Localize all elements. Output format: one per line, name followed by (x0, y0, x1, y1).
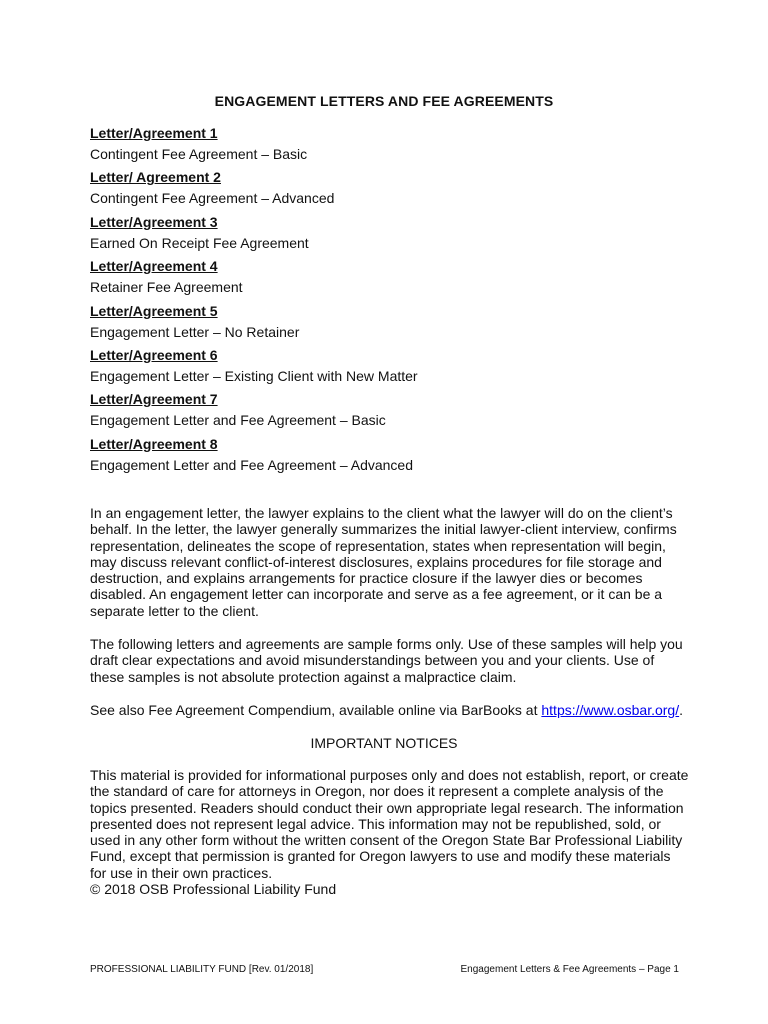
agreement-description: Engagement Letter – Existing Client with New Matter (90, 367, 418, 384)
copyright-line: © 2018 OSB Professional Liability Fund (90, 881, 337, 897)
document-title: ENGAGEMENT LETTERS AND FEE AGREEMENTS (214, 93, 554, 109)
list-item (90, 124, 690, 168)
notice-paragraph: This material is provided for informational purposes only and does not establish, report, or create the standard of care for attorneys in Oregon, nor does it represent a complete analysis of the topics presented. Readers should conduct their own appropriate legal research. The information presented does not represent legal advice. This information may not be republished, sold, or used in any other form without the written consent of the Oregon State Bar Professional Liability Fund, except that permission is granted for Oregon lawyers to use and modify these materials for use in their own practices. (90, 767, 689, 881)
agreement-list (90, 124, 690, 479)
agreement-label: Letter/Agreement 7 (90, 391, 218, 408)
agreement-description: Earned On Receipt Fee Agreement (90, 234, 309, 251)
list-item (90, 257, 690, 301)
agreement-description: Engagement Letter – No Retainer (90, 323, 300, 340)
notices-heading: IMPORTANT NOTICES (310, 735, 458, 751)
see-also-paragraph (90, 702, 690, 718)
agreement-label: Letter/Agreement 5 (90, 302, 218, 319)
footer-revision: PROFESSIONAL LIABILITY FUND [Rev. 01/2018] (90, 964, 314, 975)
list-item (90, 390, 690, 434)
list-item (90, 435, 690, 479)
agreement-label: Letter/ Agreement 2 (90, 169, 221, 186)
agreement-label: Letter/Agreement 6 (90, 346, 218, 363)
agreement-label: Letter/Agreement 1 (90, 125, 218, 141)
list-item (90, 302, 690, 346)
osbar-link[interactable]: https://www.osbar.org/ (541, 702, 680, 718)
agreement-description: Contingent Fee Agreement – Basic (90, 146, 308, 162)
see-also-period: . (679, 702, 683, 718)
list-item (90, 213, 690, 257)
footer-page-number: Engagement Letters & Fee Agreements – Page 1 (460, 964, 679, 975)
agreement-description: Retainer Fee Agreement (90, 279, 243, 296)
engagement-letter-paragraph: In an engagement letter, the lawyer explains to the client what the lawyer will do on the client’s behalf. In the letter, the lawyer generally summarizes the initial lawyer-client interview, confirms representation, delineates the scope of representation, states when representation will begin, may discuss relevant conflict-of-interest disclosures, explains procedures for file storage and destruction, and explains arrangements for practice closure if the lawyer dies or becomes disabled. An engagement letter can incorporate and serve as a fee agreement, or it can be a separate letter to the client. (90, 505, 677, 619)
list-item (90, 168, 690, 212)
agreement-label: Letter/Agreement 3 (90, 213, 218, 230)
list-item (90, 346, 690, 390)
see-also-text: See also Fee Agreement Compendium, available online via BarBooks at (90, 702, 542, 718)
agreement-description: Engagement Letter and Fee Agreement – Basic (90, 412, 386, 429)
agreement-label: Letter/Agreement 4 (90, 258, 218, 275)
agreement-label: Letter/Agreement 8 (90, 435, 218, 452)
sample-forms-paragraph: The following letters and agreements are sample forms only. Use of these samples will help you draft clear expectations and avoid misunderstandings between you and your clients. Use of these samples is not absolute protection against a malpractice claim. (90, 636, 683, 685)
agreement-description: Contingent Fee Agreement – Advanced (90, 190, 335, 207)
agreement-description: Engagement Letter and Fee Agreement – Advanced (90, 456, 414, 473)
